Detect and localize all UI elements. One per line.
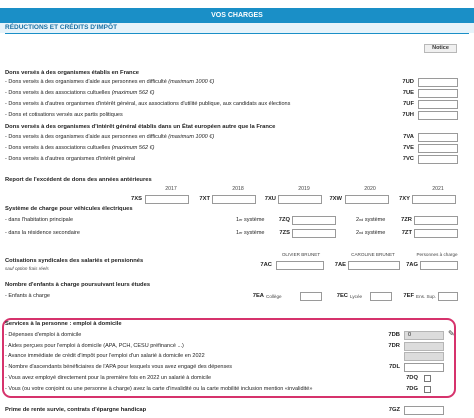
notice-button[interactable]: Notice [424,44,457,53]
year-2020: 2020 [364,186,376,192]
vehicules-row-principale: - dans l'habitation principale [5,217,74,223]
code-7ea: 7EA [252,293,264,299]
field-7ec[interactable] [370,292,392,301]
code-7ud: 7UD [402,79,414,85]
code-7db: 7DB [388,332,400,338]
field-7va[interactable] [418,133,458,142]
field-7db[interactable]: 0 [404,331,444,340]
report-title: Report de l'excédent de dons des années antérieures [5,177,152,183]
field-7xy[interactable] [412,195,456,204]
sys-text: système [242,230,265,236]
row-label: - Dons et cotisations versés aux partis politiques [5,112,123,118]
code-7uh: 7UH [402,112,414,118]
field-7ud[interactable] [418,78,458,87]
system2-label [356,215,385,225]
row-note: (maximum 1000 €) [168,79,215,85]
row-label: - Dons versés à des organismes d'aide aux personnes en difficulté [5,134,167,140]
col-personnes: Personnes à charge [416,252,458,257]
sys-text: système [242,217,265,223]
field-7ef[interactable] [438,292,458,301]
label-lycee: Lycée [350,294,363,299]
services-row-7dq: - Vous avez employé directement pour la première fois en 2022 un salarié à domicile [5,375,212,381]
code-7xu: 7XU [264,196,276,202]
sys-text: système [363,217,386,223]
cotisations-title: Cotisations syndicales des salariés et pensionnés [5,258,144,264]
field-7xw[interactable] [345,195,389,204]
system1-label [236,228,264,238]
code-7gz: 7GZ [388,407,400,413]
code-7xw: 7XW [329,196,342,202]
field-avance[interactable] [404,352,444,361]
row-label: - Dons versés à des associations cultuelles [5,145,111,151]
field-7dr[interactable] [404,342,444,351]
sys-sup: er [239,231,243,235]
code-7dl: 7DL [389,364,400,370]
label-ens-sup: Ens. Sup. [416,294,436,299]
code-7ae: 7AE [334,262,346,268]
subtitle-text: RÉDUCTIONS ET CRÉDITS D'IMPÔT [5,24,118,31]
field-7ea[interactable] [300,292,322,301]
code-7ue: 7UE [402,90,414,96]
field-7xu[interactable] [278,195,322,204]
row-label: - Dons versés à des organismes d'aide aux personnes en difficulté [5,79,167,85]
row-label: - Dons versés à des associations cultuelles [5,90,111,96]
dons-eu-title: Dons versés à des organismes d'intérêt général établis dans un État européen autre que la France [5,124,276,130]
code-7dq: 7DQ [406,375,418,381]
field-7xs[interactable] [145,195,189,204]
sys-sup: nd [359,218,364,222]
checkbox-7dg[interactable] [424,386,431,393]
code-7uf: 7UF [403,101,414,107]
row-label: - Dons versés à d'autres organismes d'intérêt général [5,156,136,162]
code-7vc: 7VC [402,156,414,162]
code-7ve: 7VE [403,145,414,151]
field-7ue[interactable] [418,89,458,98]
row-note: (maximum 562 €) [111,145,155,151]
services-row-avance: - Avance immédiate de crédit d'impôt pour l'emploi d'un salarié à domicile en 2022 [5,353,205,359]
dons-row-7uf [5,99,290,109]
field-7zt[interactable] [414,229,458,238]
code-7zq: 7ZQ [278,217,290,223]
dons-row-7uh [5,110,123,120]
section-subtitle [0,23,474,33]
col-olivier: OLIVIER BRUNET [281,252,321,257]
cotisations-note: sauf option frais réels [5,266,49,271]
code-7ac: 7AC [260,262,272,268]
sys-text: système [363,230,386,236]
row-note: (maximum 1000 €) [168,134,215,140]
code-7va: 7VA [403,134,414,140]
year-2018: 2018 [232,186,244,192]
year-2017: 2017 [165,186,177,192]
services-title: Services à la personne : emploi à domicile [5,321,122,327]
sys-sup: nd [359,231,364,235]
dons-france-title: Dons versés à des organismes établis en France [5,70,140,76]
field-7vc[interactable] [418,155,458,164]
field-7ae[interactable] [348,261,400,270]
sys-num: 1 [236,217,240,223]
field-7zq[interactable] [292,216,336,225]
vehicules-row-secondaire: - dans la résidence secondaire [5,230,80,236]
prime-title: Prime de rente survie, contrats d'épargne handicap [5,407,147,413]
field-7zs[interactable] [292,229,336,238]
services-row-7dg: - Vous (ou votre conjoint ou une personne à charge) avez la carte d'invalidité ou la carte mobilité inclusion mention «invalidité» [5,386,313,392]
code-7xt: 7XT [199,196,210,202]
dons-row-7ve [5,143,155,153]
system2-label [356,228,385,238]
code-7xy: 7XY [399,196,410,202]
code-7dr: 7DR [388,343,400,349]
sys-sup: er [239,218,243,222]
code-7dg: 7DG [406,386,418,392]
code-7ec: 7EC [336,293,348,299]
enfants-title: Nombre d'enfants à charge poursuivant leurs études [5,282,151,288]
code-7zt: 7ZT [401,230,412,236]
field-7uh[interactable] [418,111,458,120]
field-7ve[interactable] [418,144,458,153]
year-2019: 2019 [298,186,310,192]
field-7gz[interactable] [404,406,444,415]
edit-pencil-icon[interactable]: ✎ [448,329,455,338]
dons-row-7ud [5,77,214,87]
field-7dl[interactable] [404,363,444,372]
field-7zr[interactable] [414,216,458,225]
dons-row-7vc [5,154,135,164]
services-row-7dl: - Nombre d'ascendants bénéficiaires de l'APA pour lesquels vous avez engagé des dépenses [5,364,233,370]
vehicules-title: Système de charge pour véhicules électriques [5,206,133,212]
code-7zr: 7ZR [401,217,412,223]
enfants-label: - Enfants à charge [5,293,50,299]
checkbox-7dq[interactable] [424,375,431,382]
label-college: Collège [266,294,282,299]
code-7zs: 7ZS [279,230,290,236]
field-7ag[interactable] [420,261,458,270]
system1-label [236,215,264,225]
sys-num: 2 [356,230,360,236]
code-7ef: 7EF [403,293,414,299]
services-row-7dr: - Aides perçues pour l'emploi à domicile (APA, PCH, CESU préfinancé ...) [5,343,184,349]
dons-row-7ue [5,88,155,98]
field-7ac[interactable] [276,261,324,270]
section-header: VOS CHARGES [0,8,474,23]
col-caroline: CAROLINE BRUNET [351,252,395,257]
field-7xt[interactable] [212,195,256,204]
sys-num: 2 [356,217,360,223]
year-2021: 2021 [432,186,444,192]
field-7uf[interactable] [418,100,458,109]
sys-num: 1 [236,230,240,236]
row-note: (maximum 562 €) [111,90,155,96]
code-7ag: 7AG [406,262,418,268]
dons-row-7va [5,132,214,142]
services-row-7db: - Dépenses d'emploi à domicile [5,332,82,338]
row-label: - Dons versés à d'autres organismes d'intérêt général, aux associations d'utilité publique, aux candidats aux élections [5,101,291,107]
code-7xs: 7XS [131,196,142,202]
